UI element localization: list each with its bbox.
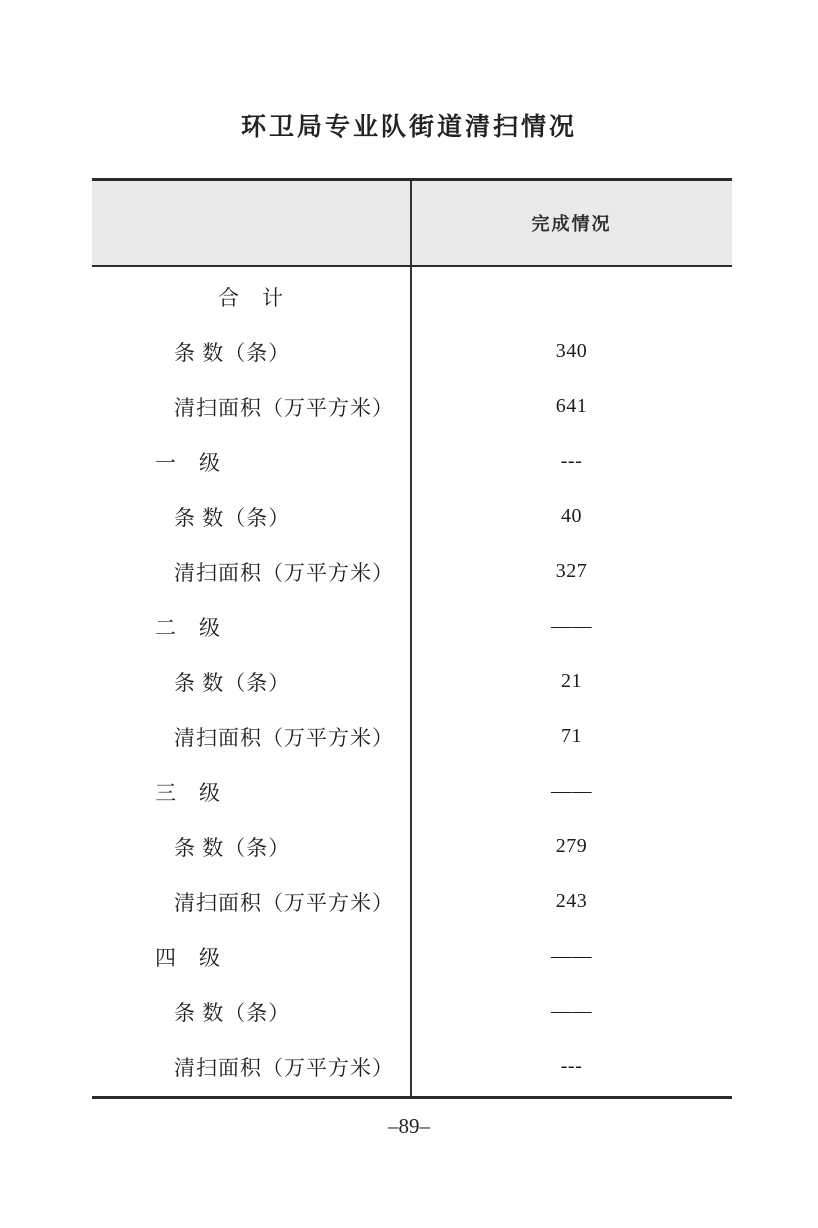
- row-label: 条 数（条）: [174, 835, 291, 860]
- table-row: [92, 1039, 732, 1094]
- row-label: 一 级: [155, 450, 221, 475]
- row-label-cell: [92, 544, 411, 599]
- row-label: 条 数（条）: [174, 670, 291, 695]
- table-row: [92, 434, 732, 489]
- row-value-cell: [411, 599, 732, 654]
- row-label: 清扫面积（万平方米）: [174, 890, 394, 915]
- table-header-row: [92, 181, 732, 267]
- row-label-cell: [92, 819, 411, 874]
- table-row: [92, 709, 732, 764]
- row-label: 条 数（条）: [174, 340, 291, 365]
- row-value-cell: [411, 654, 732, 709]
- row-value-cell: [411, 324, 732, 379]
- row-value-cell: [411, 874, 732, 929]
- table-row: [92, 324, 732, 379]
- row-label-cell: [92, 324, 411, 379]
- table-row: [92, 599, 732, 654]
- row-value-cell: [411, 434, 732, 489]
- row-value-cell: [411, 819, 732, 874]
- row-value: 71: [561, 725, 582, 747]
- row-value-cell: [411, 709, 732, 764]
- row-label-cell: [92, 929, 411, 984]
- row-label-cell: [92, 489, 411, 544]
- row-label-cell: [92, 1039, 411, 1094]
- row-value: 641: [555, 395, 588, 417]
- table-body: [92, 267, 732, 1096]
- row-label: 清扫面积（万平方米）: [174, 1055, 394, 1080]
- table-row: [92, 489, 732, 544]
- row-value-cell: [411, 764, 732, 819]
- row-label: 清扫面积（万平方米）: [174, 395, 394, 420]
- row-value: ——: [551, 945, 592, 967]
- table-row: [92, 269, 732, 324]
- row-label: 三 级: [155, 780, 221, 805]
- row-label-cell: [92, 764, 411, 819]
- row-value: 21: [561, 670, 582, 692]
- row-label-cell: [92, 269, 411, 324]
- street-cleaning-table: [92, 178, 732, 1099]
- table-row: [92, 379, 732, 434]
- table-row: [92, 874, 732, 929]
- row-label-cell: [92, 984, 411, 1039]
- table-row: [92, 819, 732, 874]
- row-value: 243: [555, 890, 588, 912]
- table-row: [92, 544, 732, 599]
- row-value: ——: [551, 615, 592, 637]
- table-row: [92, 984, 732, 1039]
- row-label: 四 级: [155, 945, 221, 970]
- row-label-cell: [92, 654, 411, 709]
- row-value: 327: [555, 560, 588, 582]
- table-row: [92, 764, 732, 819]
- page-title: 环卫局专业队街道清扫情况: [240, 114, 577, 141]
- row-value-cell: [411, 984, 732, 1039]
- row-value: ---: [560, 1055, 583, 1077]
- page-number: –89–: [388, 1114, 430, 1138]
- row-value: ——: [551, 780, 592, 802]
- row-value-cell: [411, 489, 732, 544]
- row-value: 279: [555, 835, 588, 857]
- row-value: ---: [560, 450, 583, 472]
- row-value-cell: [411, 544, 732, 599]
- row-value-cell: [411, 379, 732, 434]
- row-label: 二 级: [155, 615, 221, 640]
- header-stub-cell: [92, 181, 411, 265]
- row-label: 清扫面积（万平方米）: [174, 560, 394, 585]
- row-label-cell: [92, 379, 411, 434]
- row-label-cell: [92, 709, 411, 764]
- row-label: 条 数（条）: [174, 1000, 291, 1025]
- row-label-cell: [92, 434, 411, 489]
- column-divider: [410, 181, 412, 1096]
- row-value-cell: [411, 269, 732, 324]
- row-value: ——: [551, 1000, 592, 1022]
- table-row: [92, 929, 732, 984]
- row-label: 条 数（条）: [174, 505, 291, 530]
- row-value: 340: [555, 340, 588, 362]
- table-row: [92, 654, 732, 709]
- row-value: 40: [561, 505, 582, 527]
- row-value-cell: [411, 929, 732, 984]
- header-value-cell: 完成情况: [531, 214, 612, 234]
- row-label-cell: [92, 599, 411, 654]
- row-label: 合 计: [218, 285, 284, 310]
- row-label-cell: [92, 874, 411, 929]
- row-value-cell: [411, 1039, 732, 1094]
- row-label: 清扫面积（万平方米）: [174, 725, 394, 750]
